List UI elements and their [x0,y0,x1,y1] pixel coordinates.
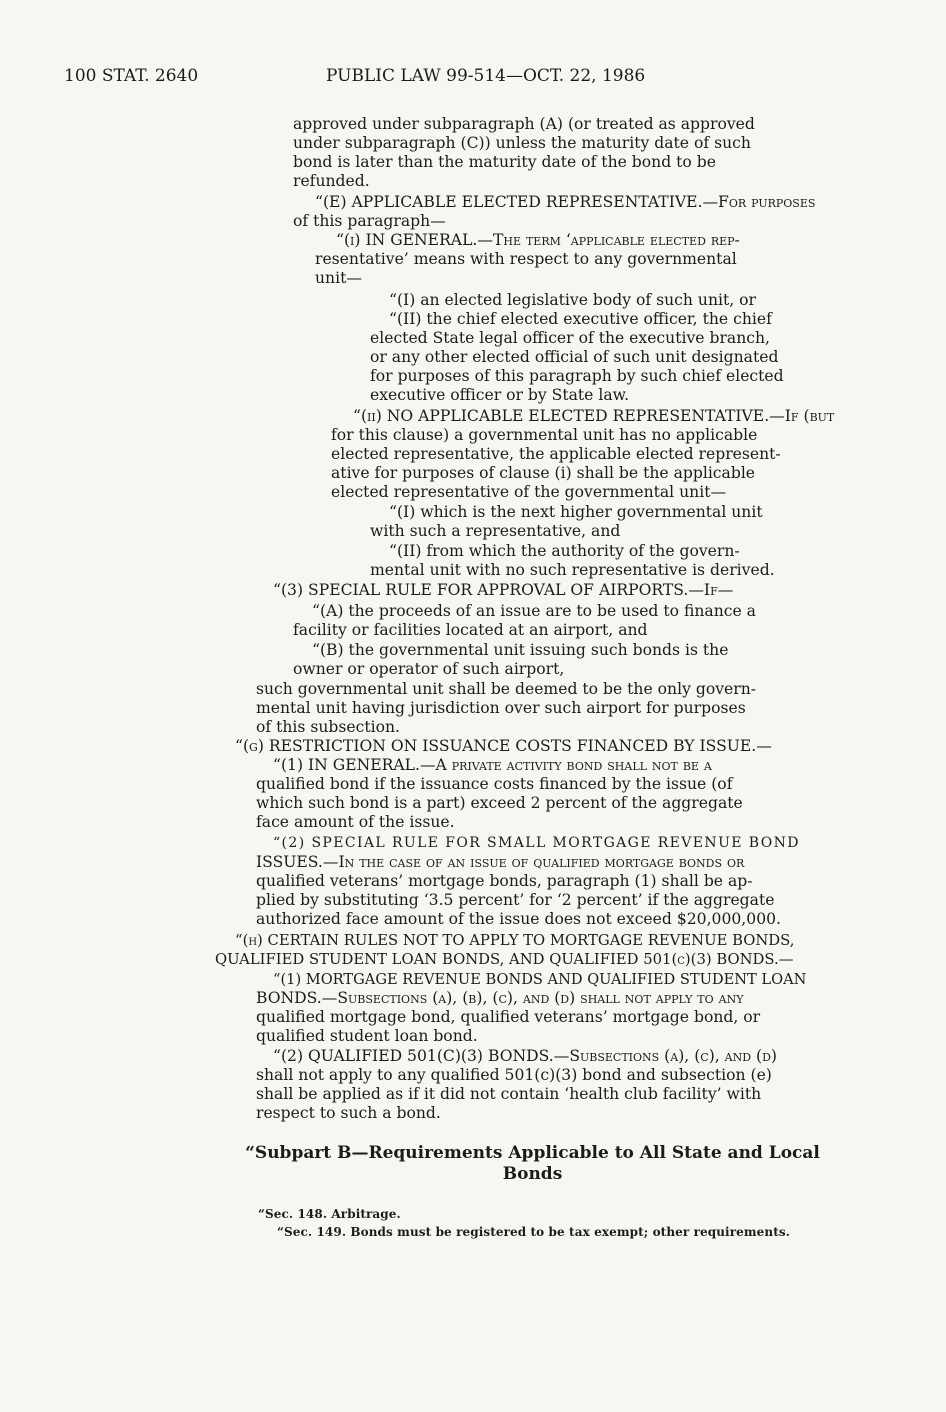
text-line: “(1) IN GENERAL.—A private activity bond shall not be a [273,756,712,774]
text-line: facility or facilities located at an airport, and [293,621,648,639]
text-line: “(A) the proceeds of an issue are to be used to finance a [312,602,756,620]
text-line: “(h) CERTAIN RULES NOT TO APPLY TO MORTGAGE REVENUE BONDS, [235,932,795,949]
text-line: QUALIFIED STUDENT LOAN BONDS, AND QUALIFIED 501(c)(3) BONDS.— [215,951,794,968]
text-line: owner or operator of such airport, [293,660,565,678]
text-line: mental unit with no such representative is derived. [370,561,775,579]
text-line: bond is later than the maturity date of the bond to be [293,153,716,171]
text-line: mental unit having jurisdiction over such airport for purposes [256,699,746,717]
text-line: “(g) RESTRICTION ON ISSUANCE COSTS FINANCED BY ISSUE.— [235,737,772,755]
text-line: under subparagraph (C)) unless the maturity date of such [293,134,751,152]
toc-entry: “Sec. 148. Arbitrage. [258,1207,401,1221]
text-line: elected representative of the governmental unit— [331,483,727,501]
text-line: resentative’ means with respect to any governmental [315,250,737,268]
text-line: unit— [315,269,362,287]
text-line: “(2) SPECIAL RULE FOR SMALL MORTGAGE REVENUE BOND [273,835,800,851]
text-line: face amount of the issue. [256,813,455,831]
text-line: respect to such a bond. [256,1104,441,1122]
text-line: “(II) the chief elected executive officer, the chief [389,310,772,328]
text-line: such governmental unit shall be deemed to be the only govern- [256,680,757,698]
text-line: shall be applied as if it did not contain ‘health club facility’ with [256,1085,762,1103]
text-line: ISSUES.—In the case of an issue of qualified mortgage bonds or [256,853,745,871]
text-line: “(i) IN GENERAL.—The term ‘applicable elected rep- [336,231,740,249]
text-line: “(I) an elected legislative body of such unit, or [389,291,756,309]
text-line: “(I) which is the next higher governmental unit [389,503,763,521]
public-law-title: PUBLIC LAW 99-514—OCT. 22, 1986 [326,66,646,86]
text-line: “(ii) NO APPLICABLE ELECTED REPRESENTATIVE.—If (but [353,407,835,425]
subpart-heading: “Subpart B—Requirements Applicable to All State and Local Bonds [245,1143,820,1184]
text-line: refunded. [293,172,370,190]
text-line: shall not apply to any qualified 501(c)(3) bond and subsection (e) [256,1066,772,1084]
page-header [64,66,704,96]
statute-citation: 100 STAT. 2640 [64,66,199,86]
text-line: “(3) SPECIAL RULE FOR APPROVAL OF AIRPORTS.—If— [273,581,734,599]
text-line: of this subsection. [256,718,401,736]
text-line: for this clause) a governmental unit has no applicable [331,426,758,444]
text-line: authorized face amount of the issue does not exceed $20,000,000. [256,910,781,928]
text-line: ative for purposes of clause (i) shall be the applicable [331,464,756,482]
text-line: BONDS.—Subsections (a), (b), (c), and (d) shall not apply to any [256,989,744,1007]
text-line: qualified bond if the issuance costs financed by the issue (of [256,775,733,793]
text-line: “(1) MORTGAGE REVENUE BONDS AND QUALIFIED STUDENT LOAN [273,971,807,988]
text-line: “(B) the governmental unit issuing such bonds is the [312,641,729,659]
text-line: qualified mortgage bond, qualified veterans’ mortgage bond, or [256,1008,761,1026]
text-line: plied by substituting ‘3.5 percent’ for ‘2 percent’ if the aggregate [256,891,775,909]
text-line: elected State legal officer of the executive branch, [370,329,770,347]
text-line: of this paragraph— [293,212,446,230]
text-line: elected representative, the applicable elected represent- [331,445,781,463]
text-line: qualified student loan bond. [256,1027,478,1045]
text-line: qualified veterans’ mortgage bonds, paragraph (1) shall be ap- [256,872,753,890]
toc-entry: “Sec. 149. Bonds must be registered to be tax exempt; other requirements. [277,1225,790,1239]
text-line: “(E) APPLICABLE ELECTED REPRESENTATIVE.—For purposes [315,193,816,211]
text-line: with such a representative, and [370,522,621,540]
text-line: executive officer or by State law. [370,386,630,404]
text-line: or any other elected official of such unit designated [370,348,779,366]
text-line: “(II) from which the authority of the govern- [389,542,740,560]
text-line: for purposes of this paragraph by such chief elected [370,367,784,385]
text-line: approved under subparagraph (A) (or treated as approved [293,115,755,133]
text-line: “(2) QUALIFIED 501(C)(3) BONDS.—Subsections (a), (c), and (d) [273,1047,778,1065]
text-line: which such bond is a part) exceed 2 percent of the aggregate [256,794,743,812]
